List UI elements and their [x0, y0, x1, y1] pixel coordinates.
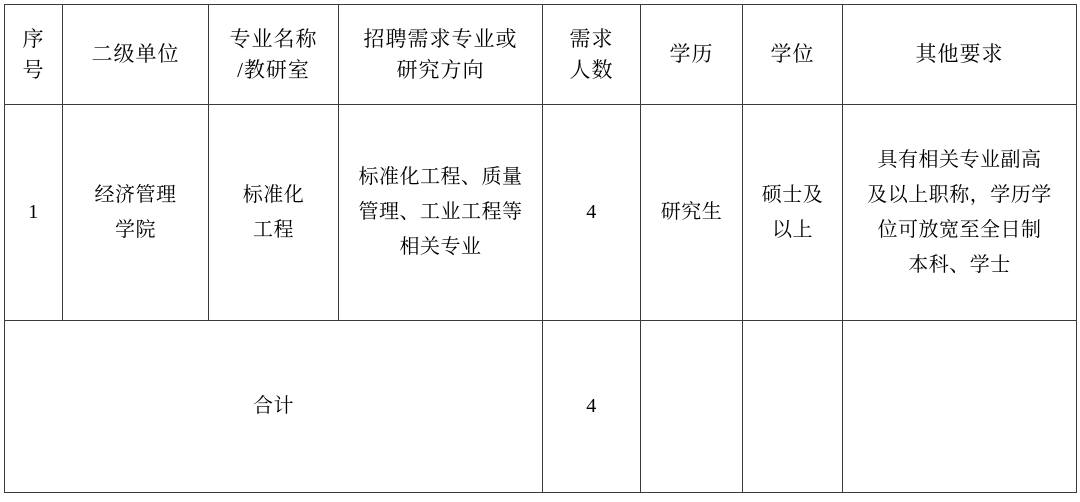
- column-header-demand-line1: 招聘需求专业或: [363, 27, 518, 52]
- cell-other-line1: 具有相关专业副高: [877, 148, 1042, 171]
- column-header-count-line1: 需求: [569, 27, 614, 52]
- cell-total-degree: [743, 321, 843, 493]
- cell-demand-line3: 相关专业: [399, 236, 482, 258]
- cell-degree-line1: 硕士及: [761, 183, 824, 206]
- column-header-count-line2: 人数: [569, 57, 614, 82]
- cell-major-line2: 工程: [253, 218, 294, 241]
- table-header: [5, 5, 1077, 105]
- recruitment-table: [4, 4, 1077, 493]
- column-header-major-line2: /教研室: [237, 57, 310, 82]
- cell-total-education: [641, 321, 743, 493]
- column-header-degree-line1: 学位: [770, 42, 815, 67]
- cell-major: [209, 105, 339, 321]
- table-body: [5, 105, 1077, 493]
- cell-demand-line1: 标准化工程、质量: [358, 166, 523, 188]
- cell-count: 4: [543, 105, 641, 321]
- column-header-demand: [339, 5, 543, 105]
- column-header-education: [641, 5, 743, 105]
- column-header-other: [843, 5, 1077, 105]
- table-row: [5, 105, 1077, 321]
- cell-seq: 1: [5, 105, 63, 321]
- column-header-seq: [5, 5, 63, 105]
- cell-major-line1: 标准化: [242, 183, 305, 206]
- cell-unit: [63, 105, 209, 321]
- cell-other-line4: 本科、学士: [908, 253, 1011, 276]
- table-total-row: [5, 321, 1077, 493]
- cell-other-line3: 位可放宽至全日制: [877, 218, 1042, 241]
- cell-total-label: 合计: [5, 321, 543, 493]
- column-header-other-line1: 其他要求: [915, 42, 1004, 67]
- column-header-major: [209, 5, 339, 105]
- cell-degree-line2: 以上: [772, 218, 813, 241]
- cell-education: 研究生: [641, 105, 743, 321]
- column-header-count: [543, 5, 641, 105]
- column-header-seq-line2: 号: [22, 57, 45, 82]
- column-header-major-line1: 专业名称: [229, 27, 318, 52]
- cell-total-other: [843, 321, 1077, 493]
- cell-total-count: 4: [543, 321, 641, 493]
- header-row: [5, 5, 1077, 105]
- cell-demand-line2: 管理、工业工程等: [358, 201, 523, 223]
- cell-unit-line2: 学院: [115, 218, 156, 241]
- column-header-seq-line1: 序: [22, 27, 45, 52]
- column-header-unit-line1: 二级单位: [91, 42, 180, 67]
- column-header-unit: [63, 5, 209, 105]
- cell-demand: [339, 105, 543, 321]
- cell-other-line2: 及以上职称，学历学: [867, 183, 1052, 206]
- cell-degree: [743, 105, 843, 321]
- column-header-degree: [743, 5, 843, 105]
- column-header-demand-line2: 研究方向: [396, 57, 485, 82]
- column-header-education-line1: 学历: [669, 42, 714, 67]
- cell-other: [843, 105, 1077, 321]
- cell-unit-line1: 经济管理: [94, 183, 177, 206]
